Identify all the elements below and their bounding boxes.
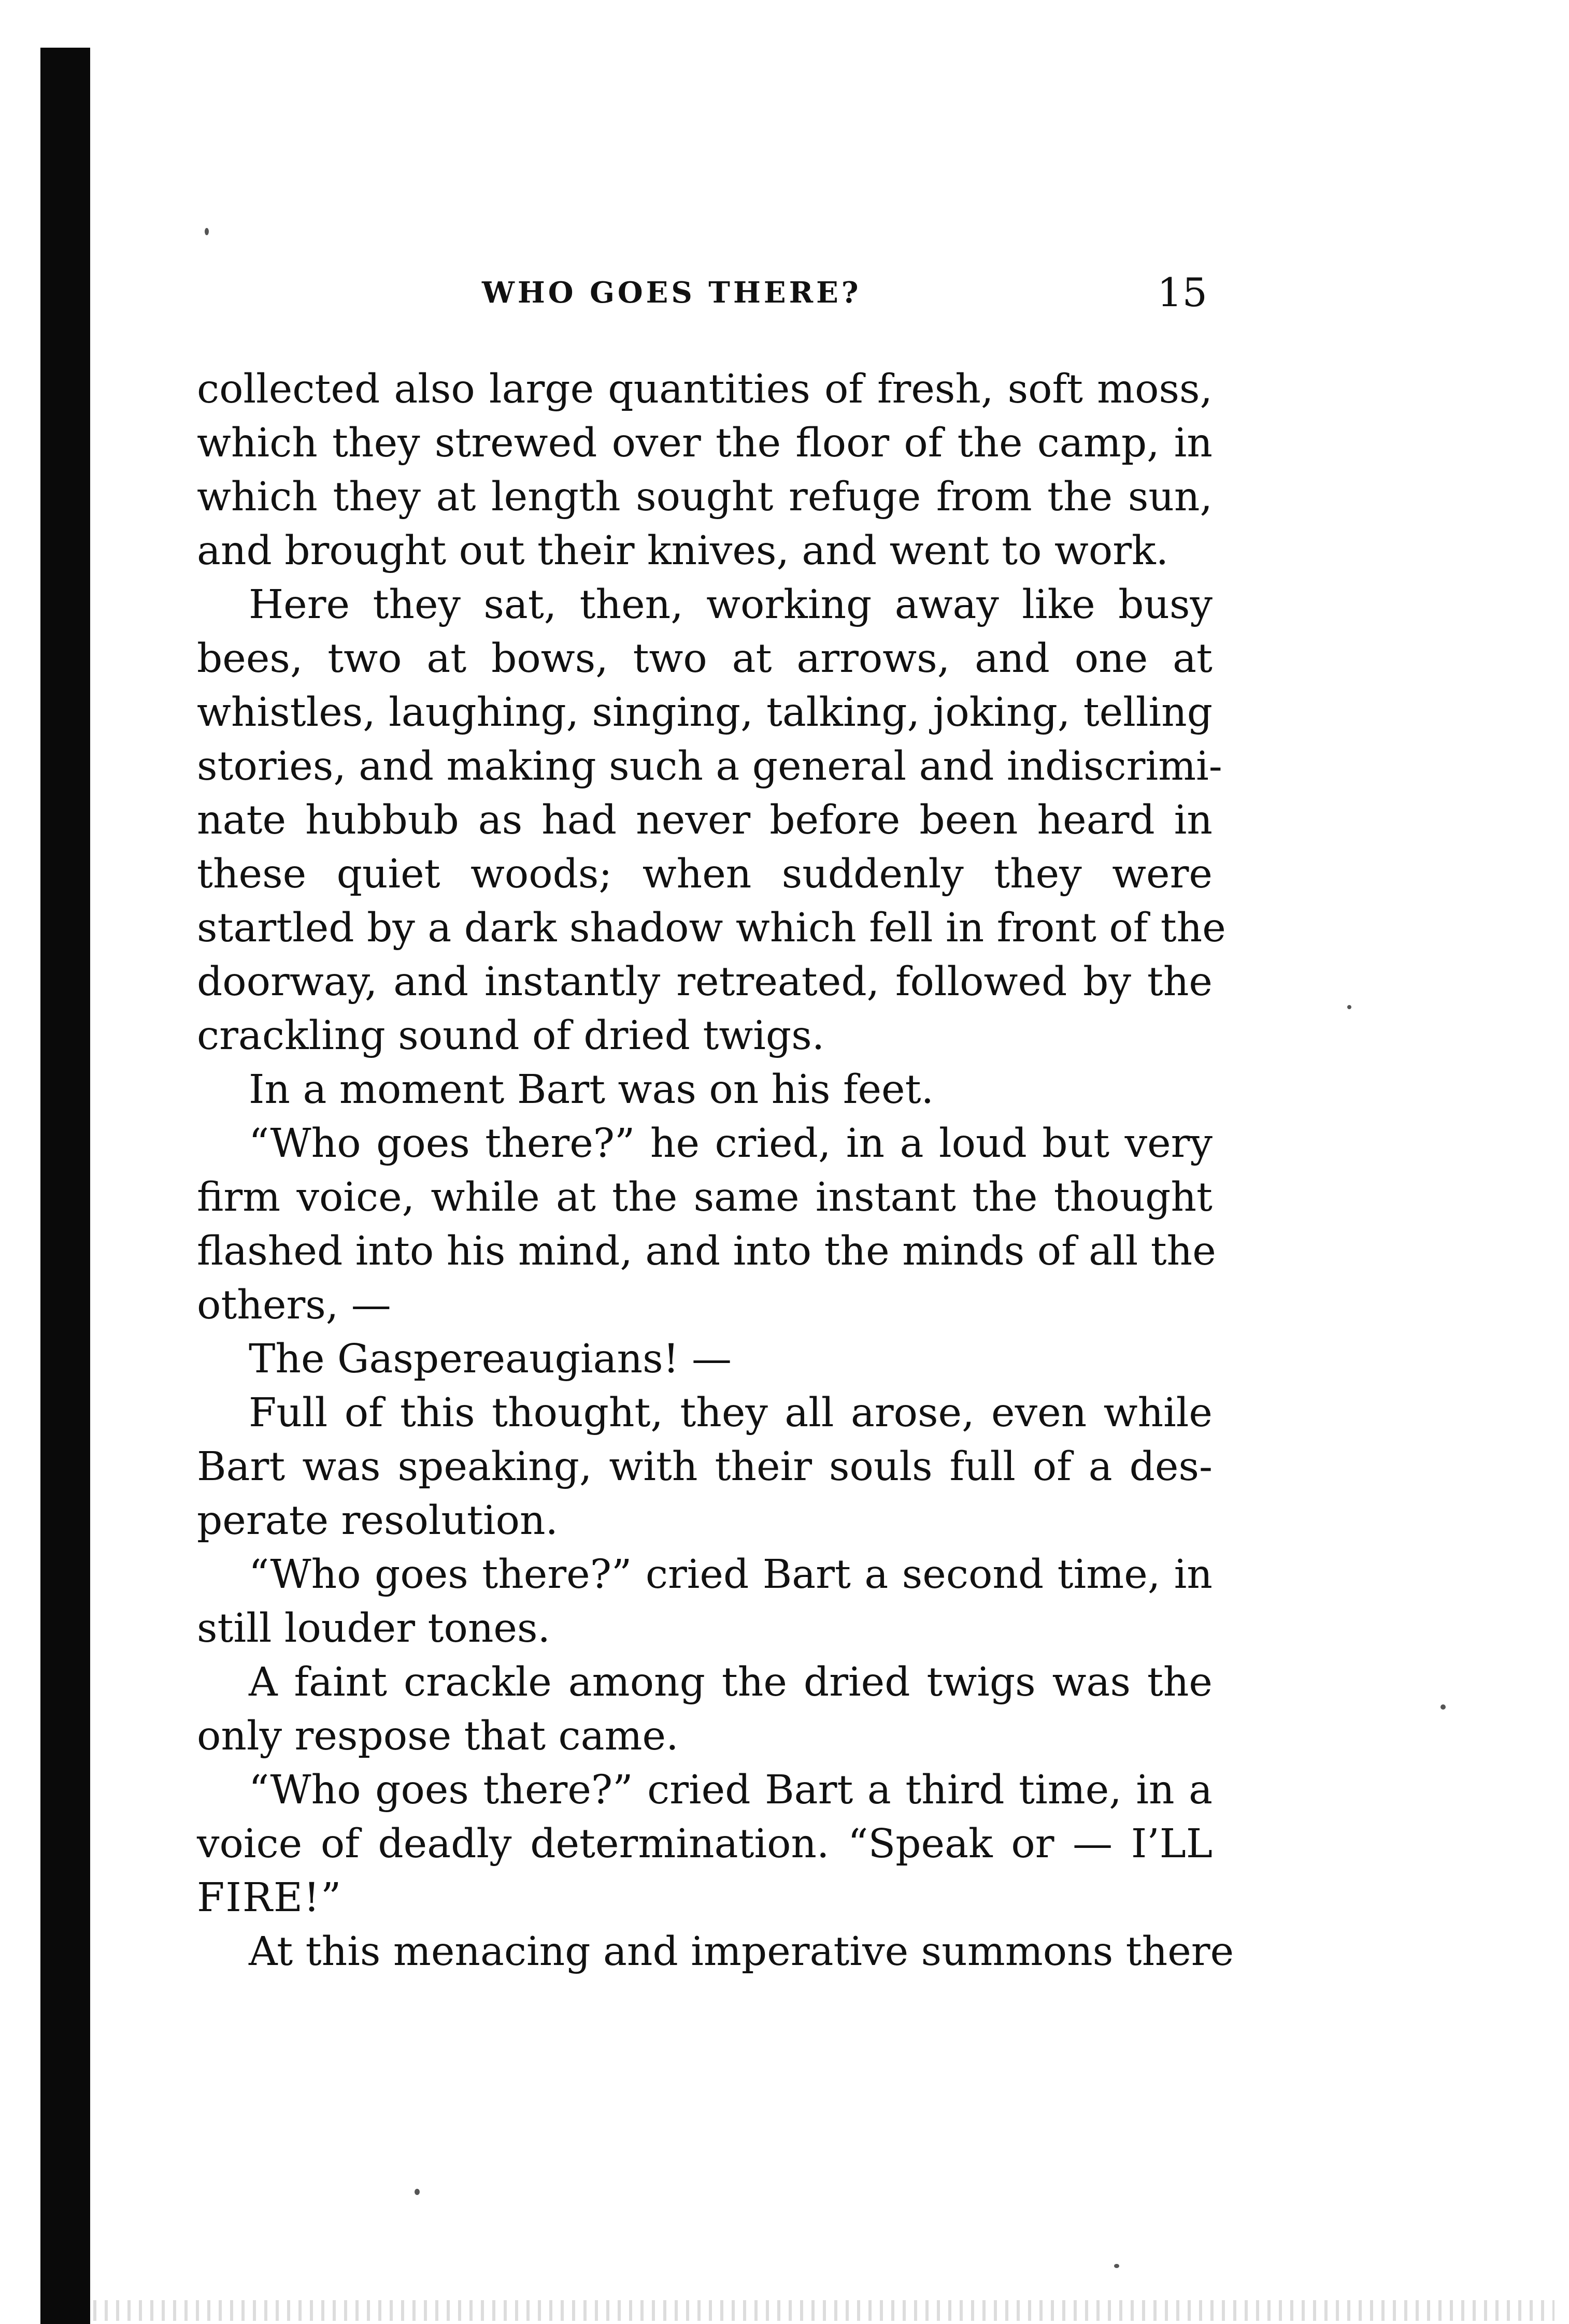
text-line: voice of deadly determination. “Speak or — I’LL [197, 1821, 1213, 1867]
text-line: flashed into his mind, and into the minds of all the [197, 1228, 1216, 1274]
print-speck [1114, 2264, 1119, 2268]
text-line: these quiet woods; when suddenly they were [197, 851, 1213, 897]
text-line: which they strewed over the floor of the camp, in [197, 420, 1213, 466]
text-line: bees, two at bows, two at arrows, and one at [197, 636, 1213, 682]
paragraph-start-line: Here they sat, then, working away like busy [249, 582, 1213, 628]
text-line: stories, and making such a general and indiscrimi- [197, 743, 1222, 790]
paragraph-start-line: Full of this thought, they all arose, even while [249, 1390, 1213, 1436]
text-line: perate resolution. [197, 1498, 559, 1544]
text-line: nate hubbub as had never before been heard in [197, 797, 1213, 843]
text-line: firm voice, while at the same instant the thought [197, 1174, 1213, 1221]
paragraph-start-line: At this menacing and imperative summons there [249, 1929, 1234, 1975]
paragraph-start-line: In a moment Bart was on his feet. [249, 1067, 934, 1113]
paragraph-start-line: The Gaspereaugians! — [249, 1336, 732, 1382]
print-speck [1347, 1005, 1351, 1009]
body-text [197, 363, 1234, 1979]
paragraph-start-line: “Who goes there?” he cried, in a loud but very [249, 1121, 1213, 1167]
scan-noise [93, 2300, 1554, 2321]
text-line: collected also large quantities of fresh, soft moss, [197, 366, 1213, 412]
text-line: FIRE!” [197, 1875, 343, 1921]
text-line: whistles, laughing, singing, talking, joking, telling [197, 690, 1213, 736]
book-spine-shadow [40, 48, 90, 2324]
text-line: still louder tones. [197, 1605, 550, 1652]
text-line: Bart was speaking, with their souls full of a des- [197, 1444, 1213, 1490]
text-line: others, — [197, 1282, 391, 1328]
text-line: crackling sound of dried twigs. [197, 1013, 825, 1059]
print-speck [205, 228, 209, 235]
page-number: 15 [1157, 269, 1207, 315]
paragraph-start-line: A faint crackle among the dried twigs was the [249, 1659, 1213, 1705]
paragraph-start-line: “Who goes there?” cried Bart a second time, in [249, 1552, 1213, 1598]
print-speck [415, 2189, 420, 2195]
text-line: startled by a dark shadow which fell in front of the [197, 905, 1226, 951]
text-line: only respose that came. [197, 1713, 679, 1759]
print-speck [1440, 1704, 1446, 1710]
text-line: which they at length sought refuge from the sun, [197, 474, 1213, 520]
paragraph-start-line: “Who goes there?” cried Bart a third time, in a [249, 1767, 1213, 1813]
page-header [202, 269, 1207, 316]
text-line: doorway, and instantly retreated, followed by the [197, 959, 1213, 1005]
running-title: WHO GOES THERE? [482, 276, 862, 310]
text-line: and brought out their knives, and went to work. [197, 528, 1169, 574]
